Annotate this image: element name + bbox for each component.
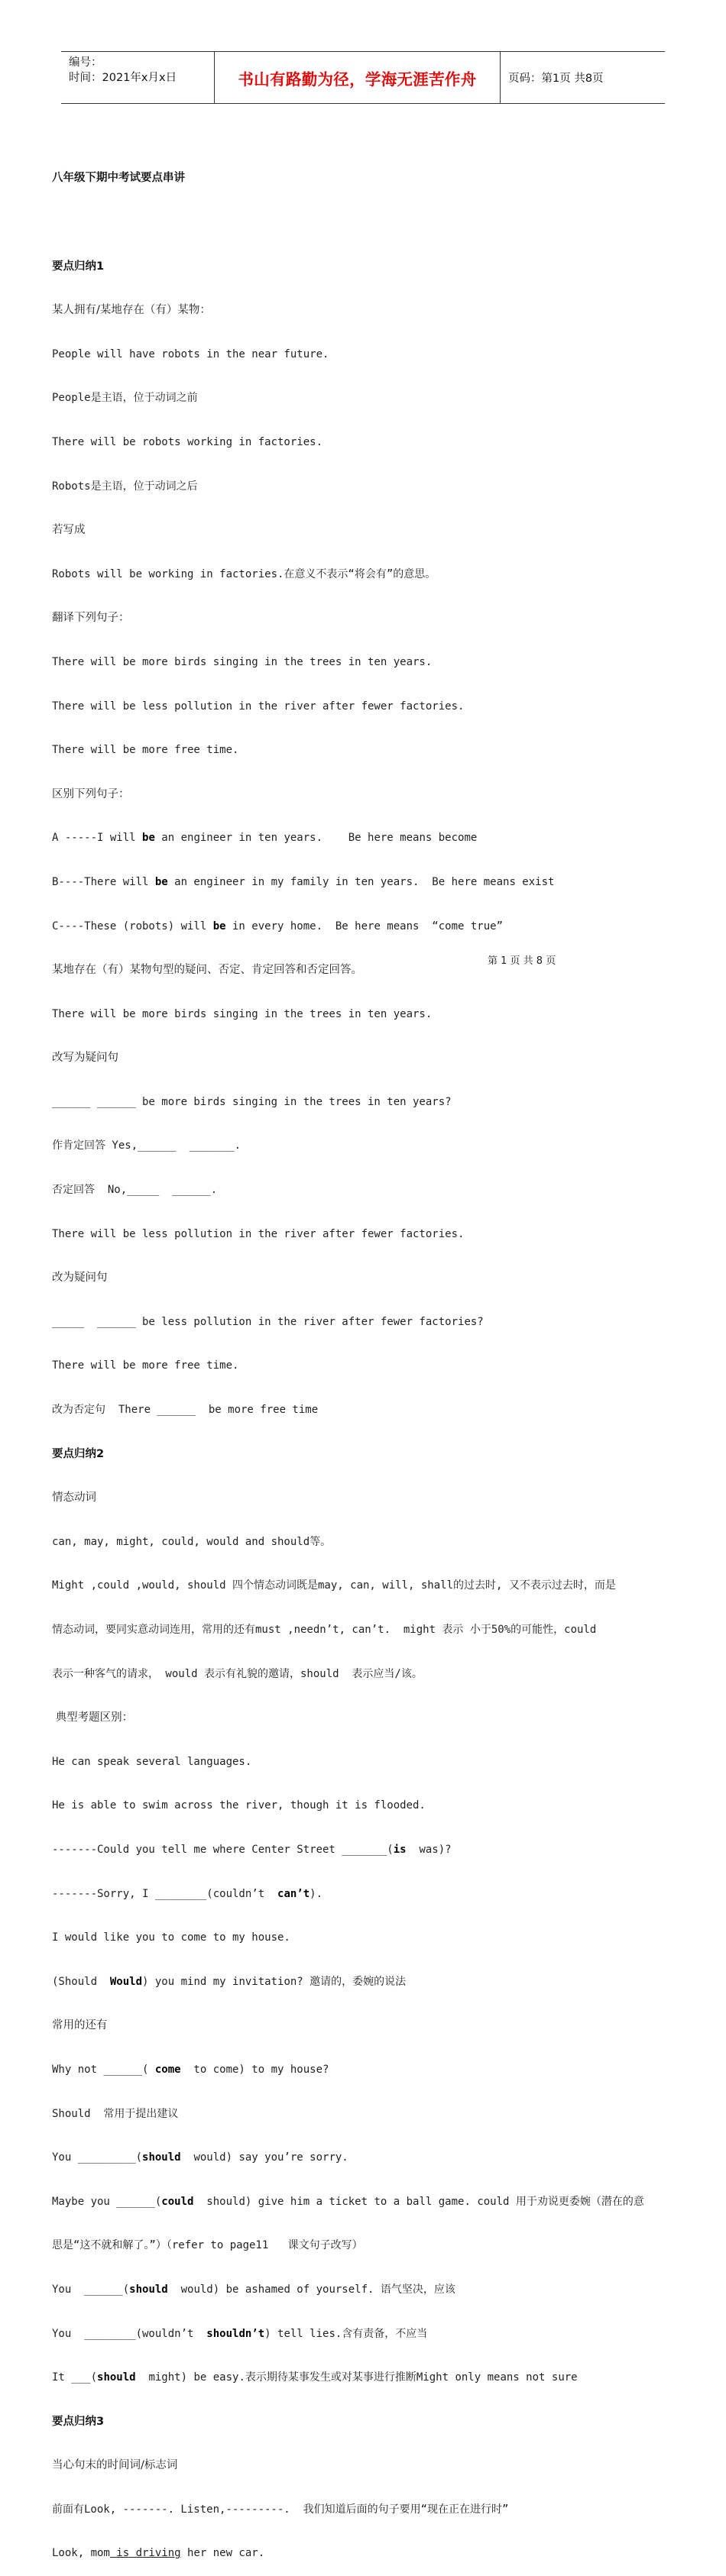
section-title-3: 要点归纳3 (52, 2415, 105, 2428)
text-line: 否定回答 No,_____ ______. (52, 1184, 218, 1197)
header-page-info: 页码：第1页 共8页 (508, 73, 604, 85)
document-title: 八年级下期中考试要点串讲 (52, 172, 185, 185)
text-line: 思是“这不就和解了。”）（refer to page11 课文句子改写） (52, 2239, 363, 2252)
text-line: 前面有Look, -------. Listen,---------. 我们知道后面的句子要用“现在正在进行时” (52, 2503, 509, 2516)
header-table (61, 51, 665, 104)
text-line: People will have robots in the near future. (52, 347, 329, 360)
text-line: There will be more birds singing in the trees in ten years. (52, 655, 433, 668)
bold-word: is (393, 1843, 407, 1856)
text-line: -------Could you tell me where Center Street _______(is was)? (52, 1843, 452, 1856)
text-line: There will be robots working in factories. (52, 435, 323, 448)
text-line: 区别下列句子： (52, 787, 130, 800)
text-line: 表示一种客气的请求， would 表示有礼貌的邀请，should 表示应当/该。 (52, 1667, 423, 1680)
text-line: 作肯定回答 Yes,______ _______. (52, 1139, 241, 1152)
text-line: Robots是主语，位于动词之后 (52, 480, 198, 493)
text-line: 情态动词 (52, 1492, 96, 1505)
bold-word: could (161, 2195, 194, 2208)
text-line: A -----I will be an engineer in ten years. Be here means become (52, 832, 478, 845)
text-line: B----There will be an engineer in my family in ten years. Be here means exist (52, 875, 555, 888)
text-line: 常用的还有 (52, 2019, 108, 2032)
bold-word: be (154, 875, 168, 888)
bold-word: should (142, 2151, 181, 2164)
text-line: -------Sorry, I ________(couldn’t can’t). (52, 1887, 323, 1900)
text-line: There will be less pollution in the river after fewer factories. (52, 700, 465, 713)
text-line: 若写成 (52, 524, 86, 537)
bold-word: should (129, 2283, 168, 2296)
text-line: There will be more birds singing in the trees in ten years. (52, 1007, 433, 1020)
text-line: (Should Would) you mind my invitation? 邀请的，委婉的说法 (52, 1975, 407, 1988)
text-line: Should 常用于提出建议 (52, 2107, 179, 2120)
text-line: 典型考题区别： (52, 1711, 134, 1724)
text-line: 翻译下列句子： (52, 612, 130, 625)
text-line: 某地存在（有）某物句型的疑问、否定、肯定回答和否定回答。 (52, 964, 362, 977)
bold-word: be (142, 832, 155, 845)
text-line: can, may, might, could, would and should等。 (52, 1535, 332, 1548)
text-line: 某人拥有/某地存在（有）某物： (52, 304, 211, 317)
bold-word: can’t (277, 1887, 310, 1900)
section-title-1: 要点归纳1 (52, 260, 105, 273)
text-line: You ______(should would) be ashamed of yourself. 语气坚决，应该 (52, 2283, 455, 2296)
bold-word: shouldn’t (206, 2327, 265, 2340)
text-line: It ___(should might) be easy.表示期待某事发生或对某事进行推断Might only means not sure (52, 2371, 578, 2384)
underlined-phrase: is driving (109, 2547, 181, 2560)
text-line: 改为疑问句 (52, 1272, 108, 1285)
text-line: I would like you to come to my house. (52, 1931, 290, 1944)
text-line: There will be more free time. (52, 744, 239, 757)
text-line: 情态动词，要同实意动词连用，常用的还有must ,needn’t, can’t. might 表示 小于50%的可能性，could (52, 1624, 597, 1636)
text-line: Might ,could ,would, should 四个情态动词既是may, can, will, shall的过去时, 又不表示过去时，而是 (52, 1579, 616, 1592)
number-label: 编号： (69, 57, 102, 69)
text-line: There will be more free time. (52, 1359, 239, 1372)
text-line: He is able to swim across the river, though it is flooded. (52, 1799, 426, 1812)
text-line: _____ ______ be less pollution in the river after fewer factories? (52, 1315, 484, 1328)
page-footer: 第 1 页 共 8 页 (488, 955, 556, 967)
text-line: C----These (robots) will be in every home. Be here means “come true” (52, 920, 504, 932)
text-line: People是主语，位于动词之前 (52, 392, 198, 405)
header-motto: 书山有路勤为径，学海无涯苦作舟 (215, 52, 501, 103)
bold-word: Would (109, 1975, 143, 1988)
text-line: Look, mom is driving her new car. (52, 2547, 265, 2560)
bold-word: be (212, 920, 226, 932)
text-line: Maybe you ______(could should) give him a ticket to a ball game. could 用于劝说更委婉（潜在的意 (52, 2195, 644, 2208)
text-line: 改为否定句 There ______ be more free time (52, 1404, 319, 1417)
text-line: Why not ______( come to come) to my house? (52, 2063, 329, 2076)
text-line: He can speak several languages. (52, 1755, 252, 1768)
header-meta (61, 52, 215, 103)
text-line: Robots will be working in factories.在意义不表示“将会有”的意思。 (52, 567, 436, 580)
text-line: You _________(should would) say you’re sorry. (52, 2151, 348, 2164)
text-line: ______ ______ be more birds singing in the trees in ten years? (52, 1095, 452, 1108)
text-line: 当心句末的时间词/标志词 (52, 2459, 178, 2472)
bold-word: should (97, 2371, 136, 2384)
text-line: You ________(wouldn’t shouldn’t) tell lies.含有责备，不应当 (52, 2327, 428, 2340)
time-label: 时间：2021年x月x日 (69, 72, 177, 84)
section-title-2: 要点归纳2 (52, 1447, 105, 1460)
bold-word: come (154, 2063, 181, 2076)
text-line: There will be less pollution in the river after fewer factories. (52, 1227, 465, 1240)
text-line: 改写为疑问句 (52, 1052, 118, 1065)
document-body (52, 142, 686, 2576)
